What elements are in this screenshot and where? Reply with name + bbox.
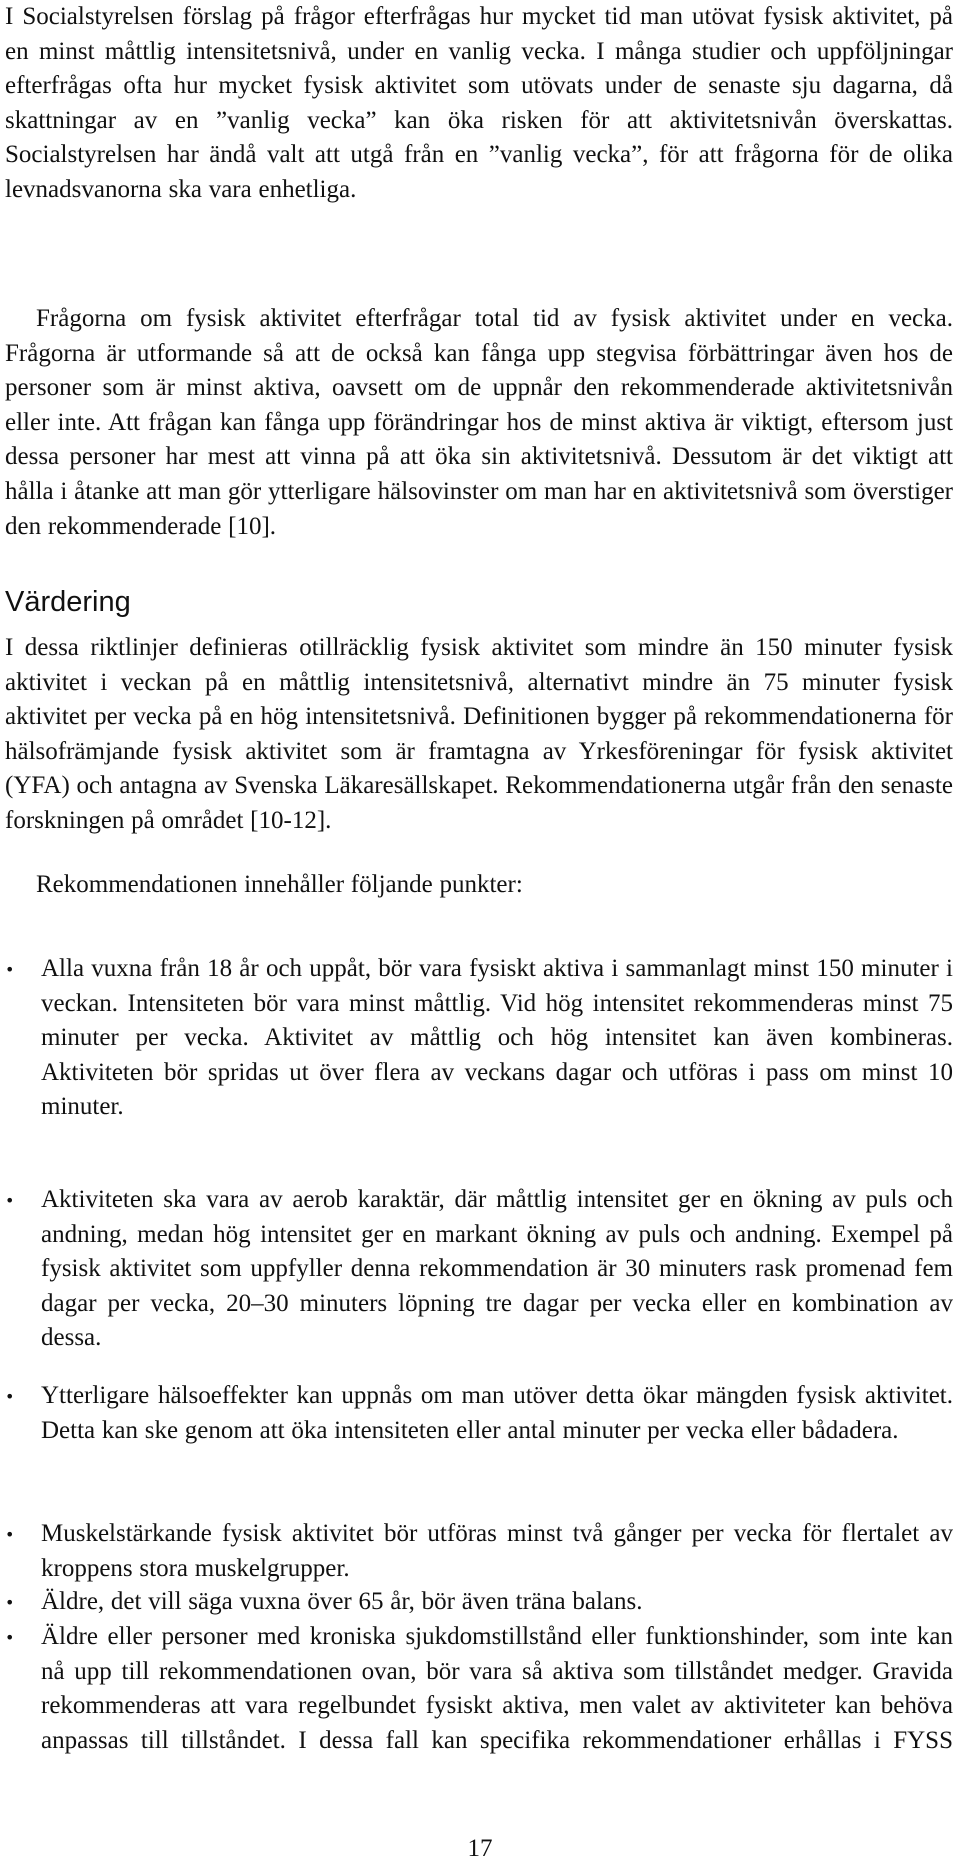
paragraph-recommendation-intro: Rekommendationen innehåller följande punkter: [36,871,523,898]
list-item-text: Aktiviteten ska vara av aerob karaktär, där måttlig intensitet ger en ökning av puls och andning, medan hög intensitet ger en markant ökning av puls och andning. Exempel på fysisk aktivitet som uppfyller denna rekommendation är 30 minuters rask promenad fem dagar per vecka, 20–30 minuters löpning tre dagar per vecka eller en kombination av dessa. [41,1186,953,1352]
bullet-icon: • [5,1191,15,1210]
list-item-text: Äldre, det vill säga vuxna över 65 år, bör även träna balans. [41,1588,643,1615]
page-number: 17 [467,1835,493,1862]
paragraph-question-details: Frågorna om fysisk aktivitet efterfrågar total tid av fysisk aktivitet under en vecka. Frågorna är utformande så att de också kan fånga upp stegvisa förbättringar även hos de personer som är minst aktiva, oavsett om de uppnår den rekommenderade aktivitetsnivån eller inte. Att frågan kan fånga upp förändringar hos de minst aktiva är viktigt, eftersom just dessa personer har mest att vinna på att öka sin aktivitetsnivå. Dessutom är det viktigt att hålla i åtanke att man gör ytterligare hälsovinster om man har en aktivitetsnivå som överstiger den rekommenderade [10]. [5,305,953,540]
bullet-icon: • [5,1525,15,1544]
list-item-text: Ytterligare hälsoeffekter kan uppnås om man utöver detta ökar mängden fysisk aktivitet. Detta kan ske genom att öka intensiteten eller antal minuter per vecka eller bådadera. [41,1382,953,1444]
bullet-icon: • [5,960,15,979]
list-item-text: Alla vuxna från 18 år och uppåt, bör vara fysiskt aktiva i sammanlagt minst 150 minuter i veckan. Intensiteten bör vara minst måttlig. Vid hög intensitet rekommenderas minst 75 minuter per vecka. Aktivitet av måttlig och hög intensitet kan även kombineras. Aktiviteten bör spridas ut över flera av veckans dagar och utföras i pass om minst 10 minuter. [41,955,953,1121]
list-item-text: Äldre eller personer med kroniska sjukdomstillstånd eller funktionshinder, som inte kan nå upp till rekommendationen ovan, bör vara så aktiva som tillståndet medger. Gravida rekommenderas att vara regelbundet fysiskt aktiva, men valet av aktiviteter kan behöva anpassas till tillståndet. I dessa fall kan specifika rekommendationer erhållas i FYSS [41,1623,953,1754]
section-heading: Värdering [5,586,131,618]
paragraph-question-intro: I Socialstyrelsen förslag på frågor efterfrågas hur mycket tid man utövat fysisk aktivitet, på en minst måttlig intensitetsnivå, under en vanlig vecka. I många studier och uppföljningar efterfrågas ofta hur mycket fysisk aktivitet som utövats under de senaste sju dagarna, då skattningar av en ”vanlig vecka” kan öka risken för att aktivitetsnivån överskattas. Socialstyrelsen har ändå valt att utgå från en ”vanlig vecka”, för att frågorna för de olika levnadsvanorna ska vara enhetliga. [5,3,953,203]
bullet-icon: • [5,1387,15,1406]
list-item-text: Muskelstärkande fysisk aktivitet bör utföras minst två gånger per vecka för flertalet av kroppens stora muskelgrupper. [41,1520,953,1582]
paragraph-definition: I dessa riktlinjer definieras otillräcklig fysisk aktivitet som mindre än 150 minuter fysisk aktivitet i veckan på en måttlig intensitetsnivå, alternativt mindre än 75 minuter fysisk aktivitet per vecka på en hög intensitetsnivå. Definitionen bygger på rekommendationerna för hälsofrämjande fysisk aktivitet som är framtagna av Yrkesföreningar för fysisk aktivitet (YFA) och antagna av Svenska Läkaresällskapet. Rekommendationerna utgår från den senaste forskningen på området [10-12]. [5,634,953,834]
bullet-icon: • [5,1593,15,1612]
bullet-icon: • [5,1628,15,1647]
